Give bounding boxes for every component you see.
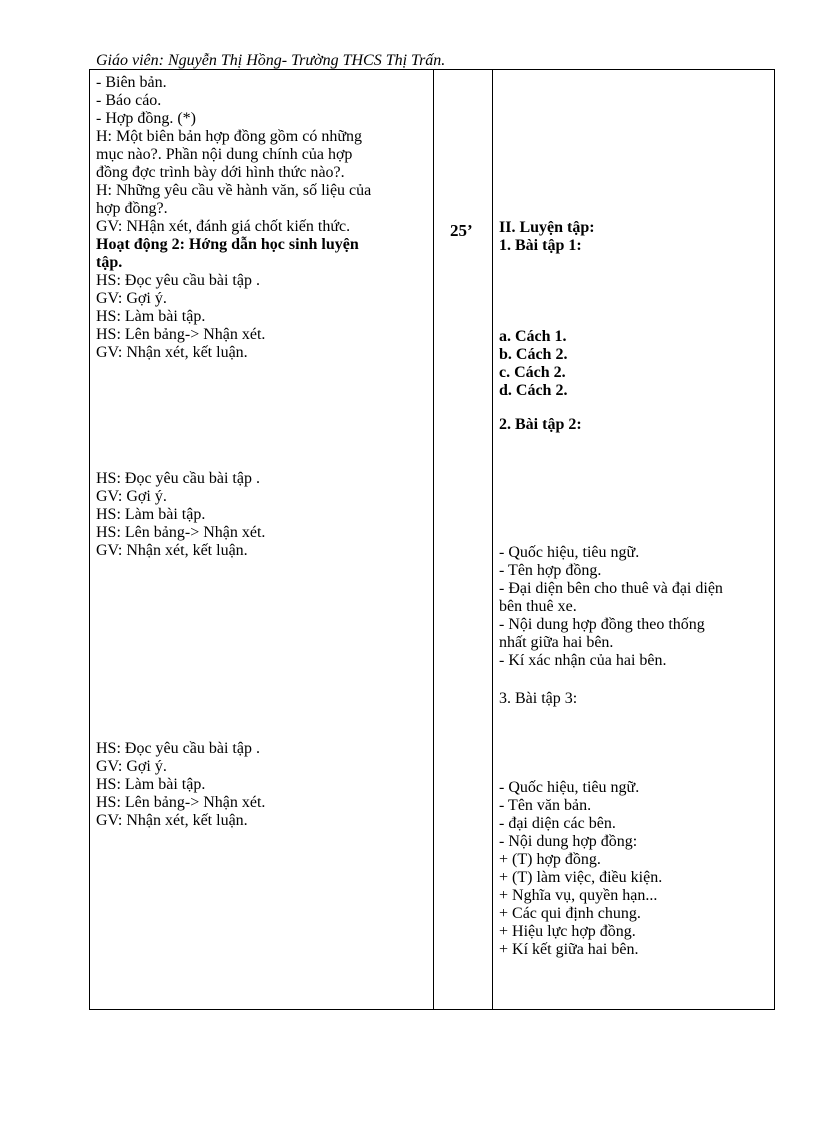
content-line: - Nội dung hợp đồng theo thống — [499, 616, 705, 633]
exercise-3-title: 3. Bài tập 3: — [499, 690, 578, 707]
left-block-1 — [96, 74, 371, 362]
left-line: HS: Lên bảng-> Nhận xét. — [96, 524, 266, 541]
left-line: - Báo cáo. — [96, 92, 162, 109]
left-line: hợp đồng?. — [96, 200, 168, 217]
content-line: - Quốc hiệu, tiêu ngữ. — [499, 544, 640, 561]
left-line: HS: Làm bài tập. — [96, 308, 206, 325]
exercise-3-content — [499, 779, 662, 959]
exercise-1-answers — [499, 328, 567, 400]
left-line: HS: Đọc yêu cầu bài tập . — [96, 470, 260, 487]
content-line: - Tên văn bản. — [499, 797, 592, 814]
left-line: - Hợp đồng. (*) — [96, 110, 196, 127]
content-line: - Tên hợp đồng. — [499, 562, 602, 579]
content-line: + (T) hợp đồng. — [499, 851, 601, 868]
activity-heading-cont: tập. — [96, 254, 123, 271]
left-line: GV: Gợi ý. — [96, 290, 167, 307]
left-line: đồng đợc trình bày dới hình thức nào?. — [96, 164, 345, 181]
left-line: HS: Làm bài tập. — [96, 506, 206, 523]
left-line: GV: Nhận xét, kết luận. — [96, 344, 248, 361]
left-line: mục nào?. Phần nội dung chính của hợp — [96, 146, 353, 163]
section-title: II. Luyện tập: — [499, 219, 595, 236]
content-line: - Đại diện bên cho thuê và đại diện — [499, 580, 723, 597]
left-line: H: Một biên bản hợp đồng gồm có những — [96, 128, 362, 145]
left-block-3 — [96, 470, 265, 560]
content-line: + (T) làm việc, điều kiện. — [499, 869, 663, 886]
left-line: HS: Lên bảng-> Nhận xét. — [96, 794, 266, 811]
left-line: GV: Nhận xét, kết luận. — [96, 542, 248, 559]
answer-item: b. Cách 2. — [499, 346, 568, 363]
content-line: + Các qui định chung. — [499, 905, 641, 922]
content-line: nhất giữa hai bên. — [499, 634, 614, 651]
left-line: HS: Đọc yêu cầu bài tập . — [96, 740, 260, 757]
column-divider-2 — [492, 70, 493, 1009]
content-line: - Nội dung hợp đồng: — [499, 833, 638, 850]
lesson-table — [89, 69, 775, 1010]
page-header: Giáo viên: Nguyễn Thị Hồng- Trường THCS Thị Trấn. — [96, 52, 446, 69]
answer-item: d. Cách 2. — [499, 382, 568, 399]
left-block-4 — [96, 740, 265, 830]
left-line: H: Những yêu cầu về hành văn, số liệu của — [96, 182, 372, 199]
right-ex1 — [499, 219, 595, 255]
content-line: - đại diện các bên. — [499, 815, 616, 832]
content-line: + Hiệu lực hợp đồng. — [499, 923, 636, 940]
left-line: - Biên bản. — [96, 74, 167, 91]
content-line: + Kí kết giữa hai bên. — [499, 941, 639, 958]
content-line: - Quốc hiệu, tiêu ngữ. — [499, 779, 640, 796]
column-divider-1 — [433, 70, 434, 1009]
left-line: GV: Nhận xét, kết luận. — [96, 812, 248, 829]
left-line: GV: NHận xét, đánh giá chốt kiến thức. — [96, 218, 351, 235]
content-line: + Nghĩa vụ, quyền hạn... — [499, 887, 658, 904]
left-line: GV: Gợi ý. — [96, 758, 167, 775]
left-line: HS: Đọc yêu cầu bài tập . — [96, 272, 260, 289]
left-line: HS: Làm bài tập. — [96, 776, 206, 793]
left-line: HS: Lên bảng-> Nhận xét. — [96, 326, 266, 343]
exercise-2-title: 2. Bài tập 2: — [499, 416, 582, 433]
answer-item: c. Cách 2. — [499, 364, 566, 381]
time-cell: 25’ — [450, 221, 473, 240]
exercise-2-content — [499, 544, 723, 670]
left-line: GV: Gợi ý. — [96, 488, 167, 505]
activity-heading: Hoạt động 2: Hớng dẫn học sinh luyện — [96, 236, 359, 253]
content-line: bên thuê xe. — [499, 598, 577, 615]
answer-item: a. Cách 1. — [499, 328, 567, 345]
content-line: - Kí xác nhận của hai bên. — [499, 652, 667, 669]
exercise-1-title: 1. Bài tập 1: — [499, 237, 582, 254]
